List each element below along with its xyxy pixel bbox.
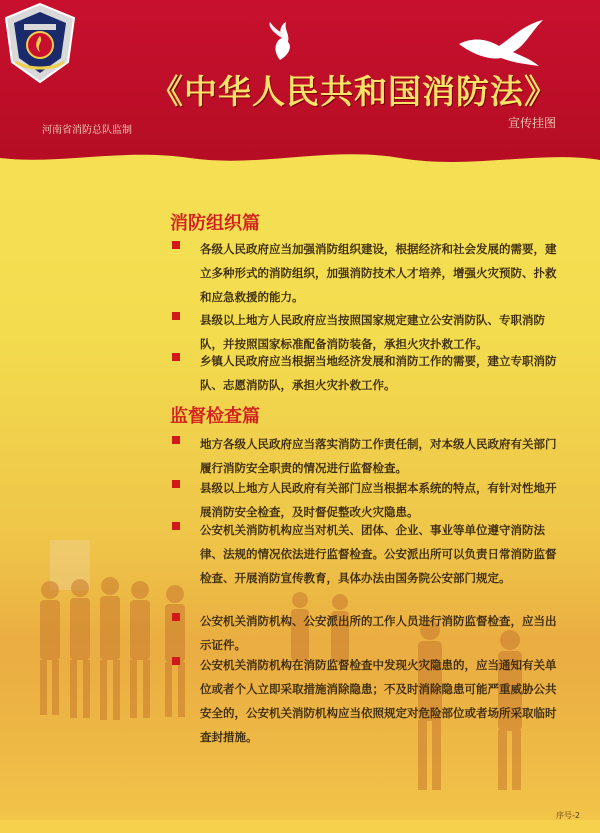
list-item	[172, 349, 557, 397]
list-item	[172, 653, 557, 749]
bullet-icon	[172, 353, 180, 361]
section-title-supervision: 监督检查篇	[170, 406, 260, 427]
bullet-icon	[172, 480, 180, 488]
list-item-text: 公安机关消防机构、公安派出所的工作人员进行消防监督检查，应当出示证件。	[200, 614, 557, 652]
bullet-icon	[172, 241, 180, 249]
list-item	[172, 476, 557, 524]
list-item-text: 各级人民政府应当加强消防组织建设，根据经济和社会发展的需要，建立多种形式的消防组织，加强消防技术人才培养，增强火灾预防、扑救和应急救援的能力。	[200, 242, 557, 304]
page-subtitle: 宣传挂图	[507, 116, 556, 130]
list-item-text: 县级以上地方人民政府应当按照国家规定建立公安消防队、专职消防队，并按照国家标准配备消防装备，承担火灾扑救工作。	[200, 313, 545, 351]
bullet-icon	[172, 613, 180, 621]
page-number: 序号-2	[556, 811, 580, 820]
bullet-icon	[172, 657, 180, 665]
bullet-icon	[172, 312, 180, 320]
list-item-text: 地方各级人民政府应当落实消防工作责任制，对本级人民政府有关部门履行消防安全职责的情况进行监督检查。	[200, 437, 557, 475]
list-item	[172, 237, 557, 309]
list-item-text: 县级以上地方人民政府有关部门应当根据本系统的特点，有针对性地开展消防安全检查，及时督促整改火灾隐患。	[200, 481, 557, 519]
list-item-text: 乡镇人民政府应当根据当地经济发展和消防工作的需要，建立专职消防队、志愿消防队，承担火灾扑救工作。	[200, 354, 557, 392]
list-item	[172, 609, 557, 657]
list-item	[172, 432, 557, 480]
section-title-fire-organization: 消防组织篇	[170, 213, 260, 234]
list-item-text: 公安机关消防机构在消防监督检查中发现火灾隐患的，应当通知有关单位或者个人立即采取措施消除隐患；不及时消除隐患可能严重威胁公共安全的，公安机关消防机构应当依照规定对危险部位或者场所采取临时查封措施。	[200, 658, 557, 744]
bullet-icon	[172, 436, 180, 444]
issuer-text: 河南省消防总队监制	[42, 125, 132, 136]
page-title: 《中华人民共和国消防法》	[150, 72, 558, 111]
list-item	[172, 518, 557, 590]
list-item-text: 公安机关消防机构应当对机关、团体、企业、事业等单位遵守消防法律、法规的情况依法进行监督检查。公安派出所可以负责日常消防监督检查、开展消防宣传教育，具体办法由国务院公安部门规定。	[200, 523, 557, 585]
bullet-icon	[172, 522, 180, 530]
